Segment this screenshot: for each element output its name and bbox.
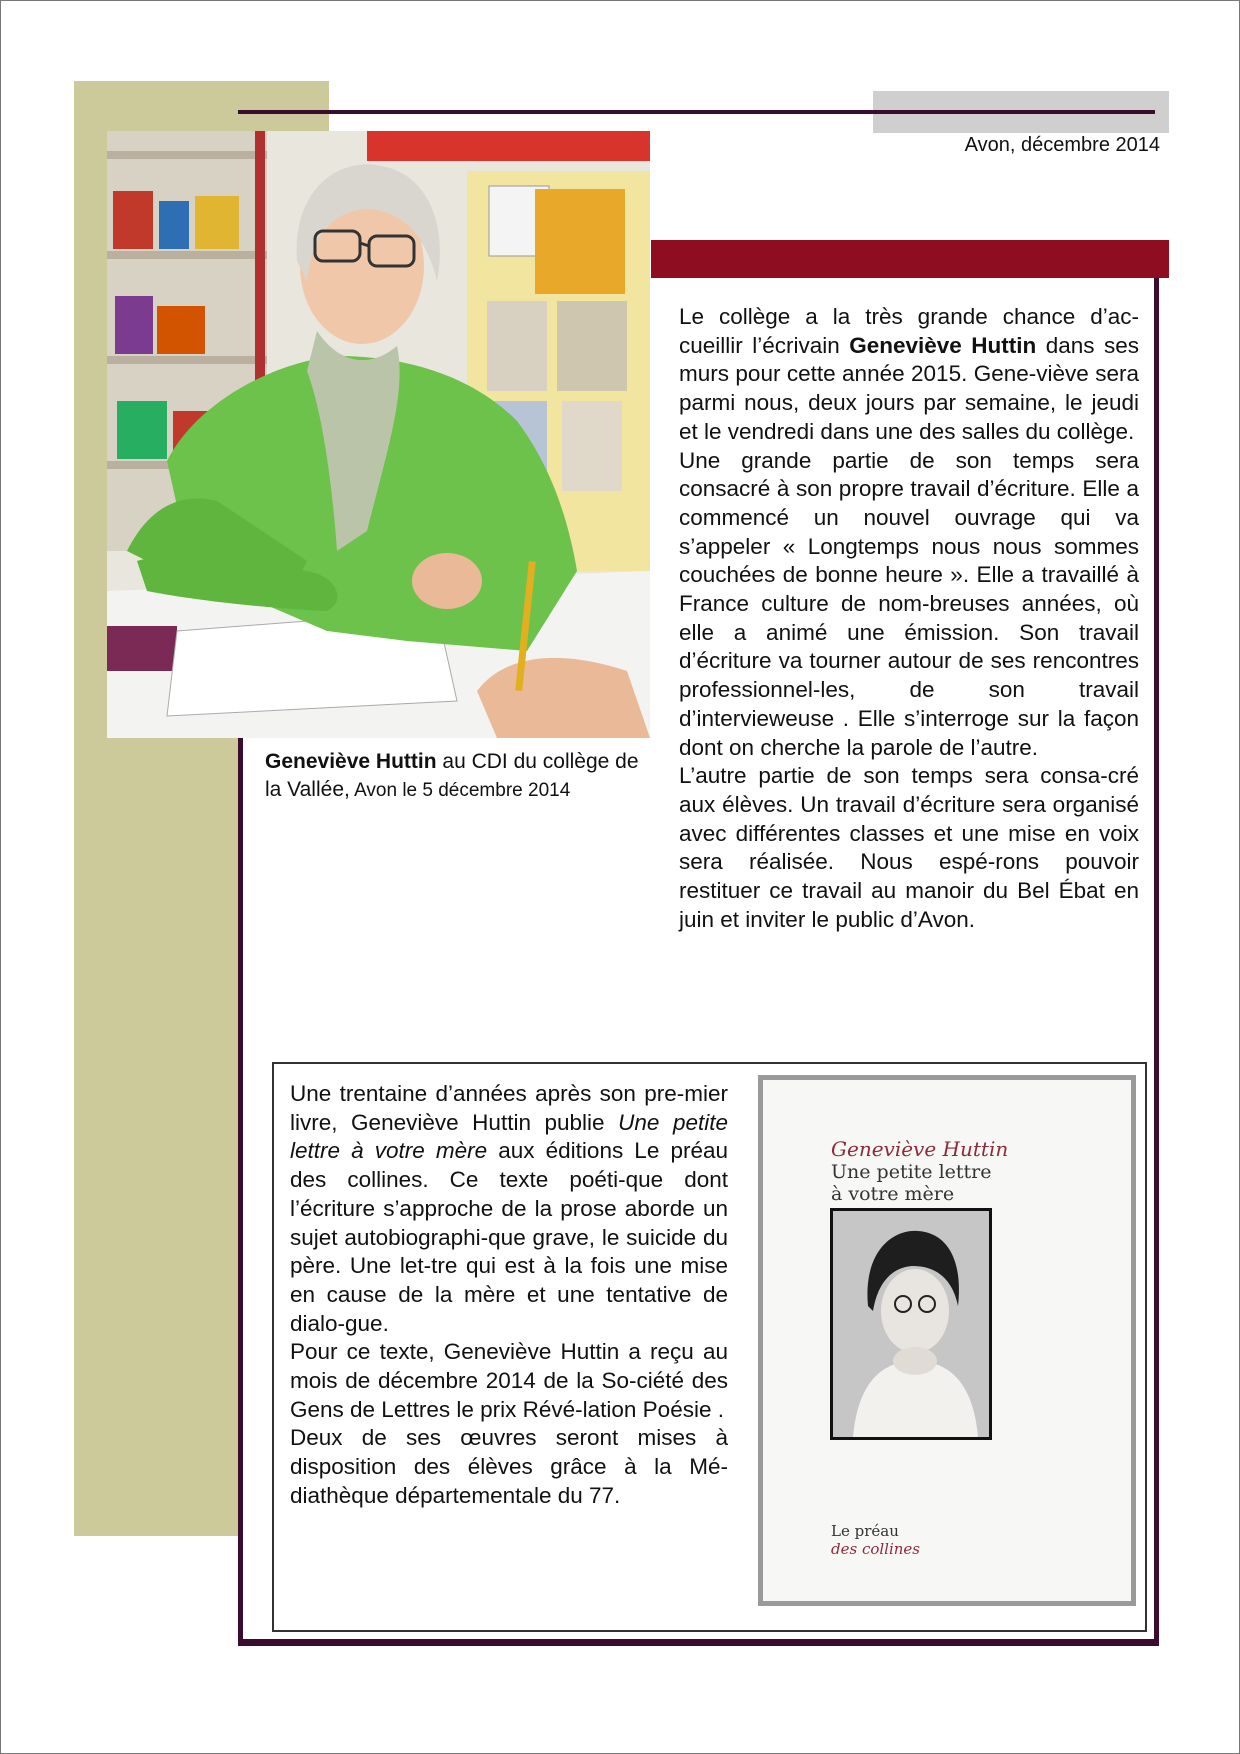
paragraph-text: dans ses murs pour cette année 2015. Gene-viève sera parmi nous, deux jours par semaine, le jeudi et le vendredi dans une des salles du collège.	[679, 332, 1140, 444]
paragraph-text: Le collège a la très grande chance d’ac-cueillir l’écrivain	[679, 304, 1139, 358]
caption-name: Geneviève Huttin	[265, 750, 437, 773]
burgundy-band	[651, 240, 1169, 278]
book-paragraph-3: Deux de ses œuvres seront mises à disposition des élèves grâce à la Mé-diathèque départementale du 77.	[290, 1425, 728, 1508]
author-photo	[107, 131, 650, 738]
photo-icon	[107, 131, 650, 738]
article-paragraph-1	[679, 303, 1139, 447]
book-cover-portrait	[830, 1208, 992, 1440]
book-cover-title-line-1: Une petite lettre	[831, 1161, 992, 1183]
book-title-italic: Une petite lettre à votre mère	[290, 1109, 728, 1164]
portrait-icon	[833, 1211, 989, 1437]
paragraph-text: aux éditions Le préau des collines. Ce texte poéti-que dont l’écriture s’approche de la prose aborde un sujet autobiographi-que grave, le suicide du père. Une let-tre qui est à la fois une mise en cause de la mère et une tentative de dialo-gue.	[290, 1138, 728, 1336]
book-cover-publisher-line-2: des collines	[831, 1540, 921, 1558]
caption-rest: au CDI du collège de la Vallée,	[265, 750, 639, 801]
book-paragraph-1	[290, 1080, 728, 1338]
book-cover-publisher	[831, 1522, 1031, 1558]
article-paragraph-2: Une grande partie de son temps sera consacré à son propre travail d’écriture. Elle a commencé un nouvel ouvrage qui va s’appeler « Longtemps nous nous sommes couchées de bonne heure ». Elle a travaillé à France culture de nom-breuses années, où elle a animé une émission. Son travail d’écriture va tourner autour de ses rencontres professionnel-les, de son travail d’intervieweuse . Elle s’interroge sur la façon dont on cherche la parole de l’autre.	[679, 447, 1139, 760]
paragraph-text: Une trentaine d’années après son pre-mier livre, Geneviève Huttin publie	[290, 1081, 728, 1135]
dateline: Avon, décembre 2014	[964, 134, 1160, 156]
photo-caption	[265, 748, 655, 805]
top-rule	[238, 110, 1155, 114]
book-cover-title-line-2: à votre mère	[831, 1183, 955, 1205]
book-section-text	[290, 1080, 728, 1511]
book-cover-publisher-line-1: Le préau	[831, 1522, 899, 1540]
article-text	[679, 303, 1139, 934]
article-paragraph-3: L’autre partie de son temps sera consa-cré aux élèves. Un travail d’écriture sera organisé avec différentes classes et une mise en voix sera réalisée. Nous espé-rons pouvoir restituer ce travail au manoir du Bel Ébat en juin et inviter le public d’Avon.	[679, 763, 1139, 932]
book-cover-title	[831, 1161, 1111, 1205]
caption-date: Avon le 5 décembre 2014	[349, 780, 571, 801]
book-paragraph-2: Pour ce texte, Geneviève Huttin a reçu au mois de décembre 2014 de la So-ciété des Gens de Lettres le prix Révé-lation Poésie .	[290, 1339, 728, 1422]
author-name-bold: Geneviève Huttin	[849, 332, 1037, 358]
book-cover-author: Geneviève Huttin	[831, 1137, 1009, 1161]
book-cover	[758, 1075, 1136, 1606]
